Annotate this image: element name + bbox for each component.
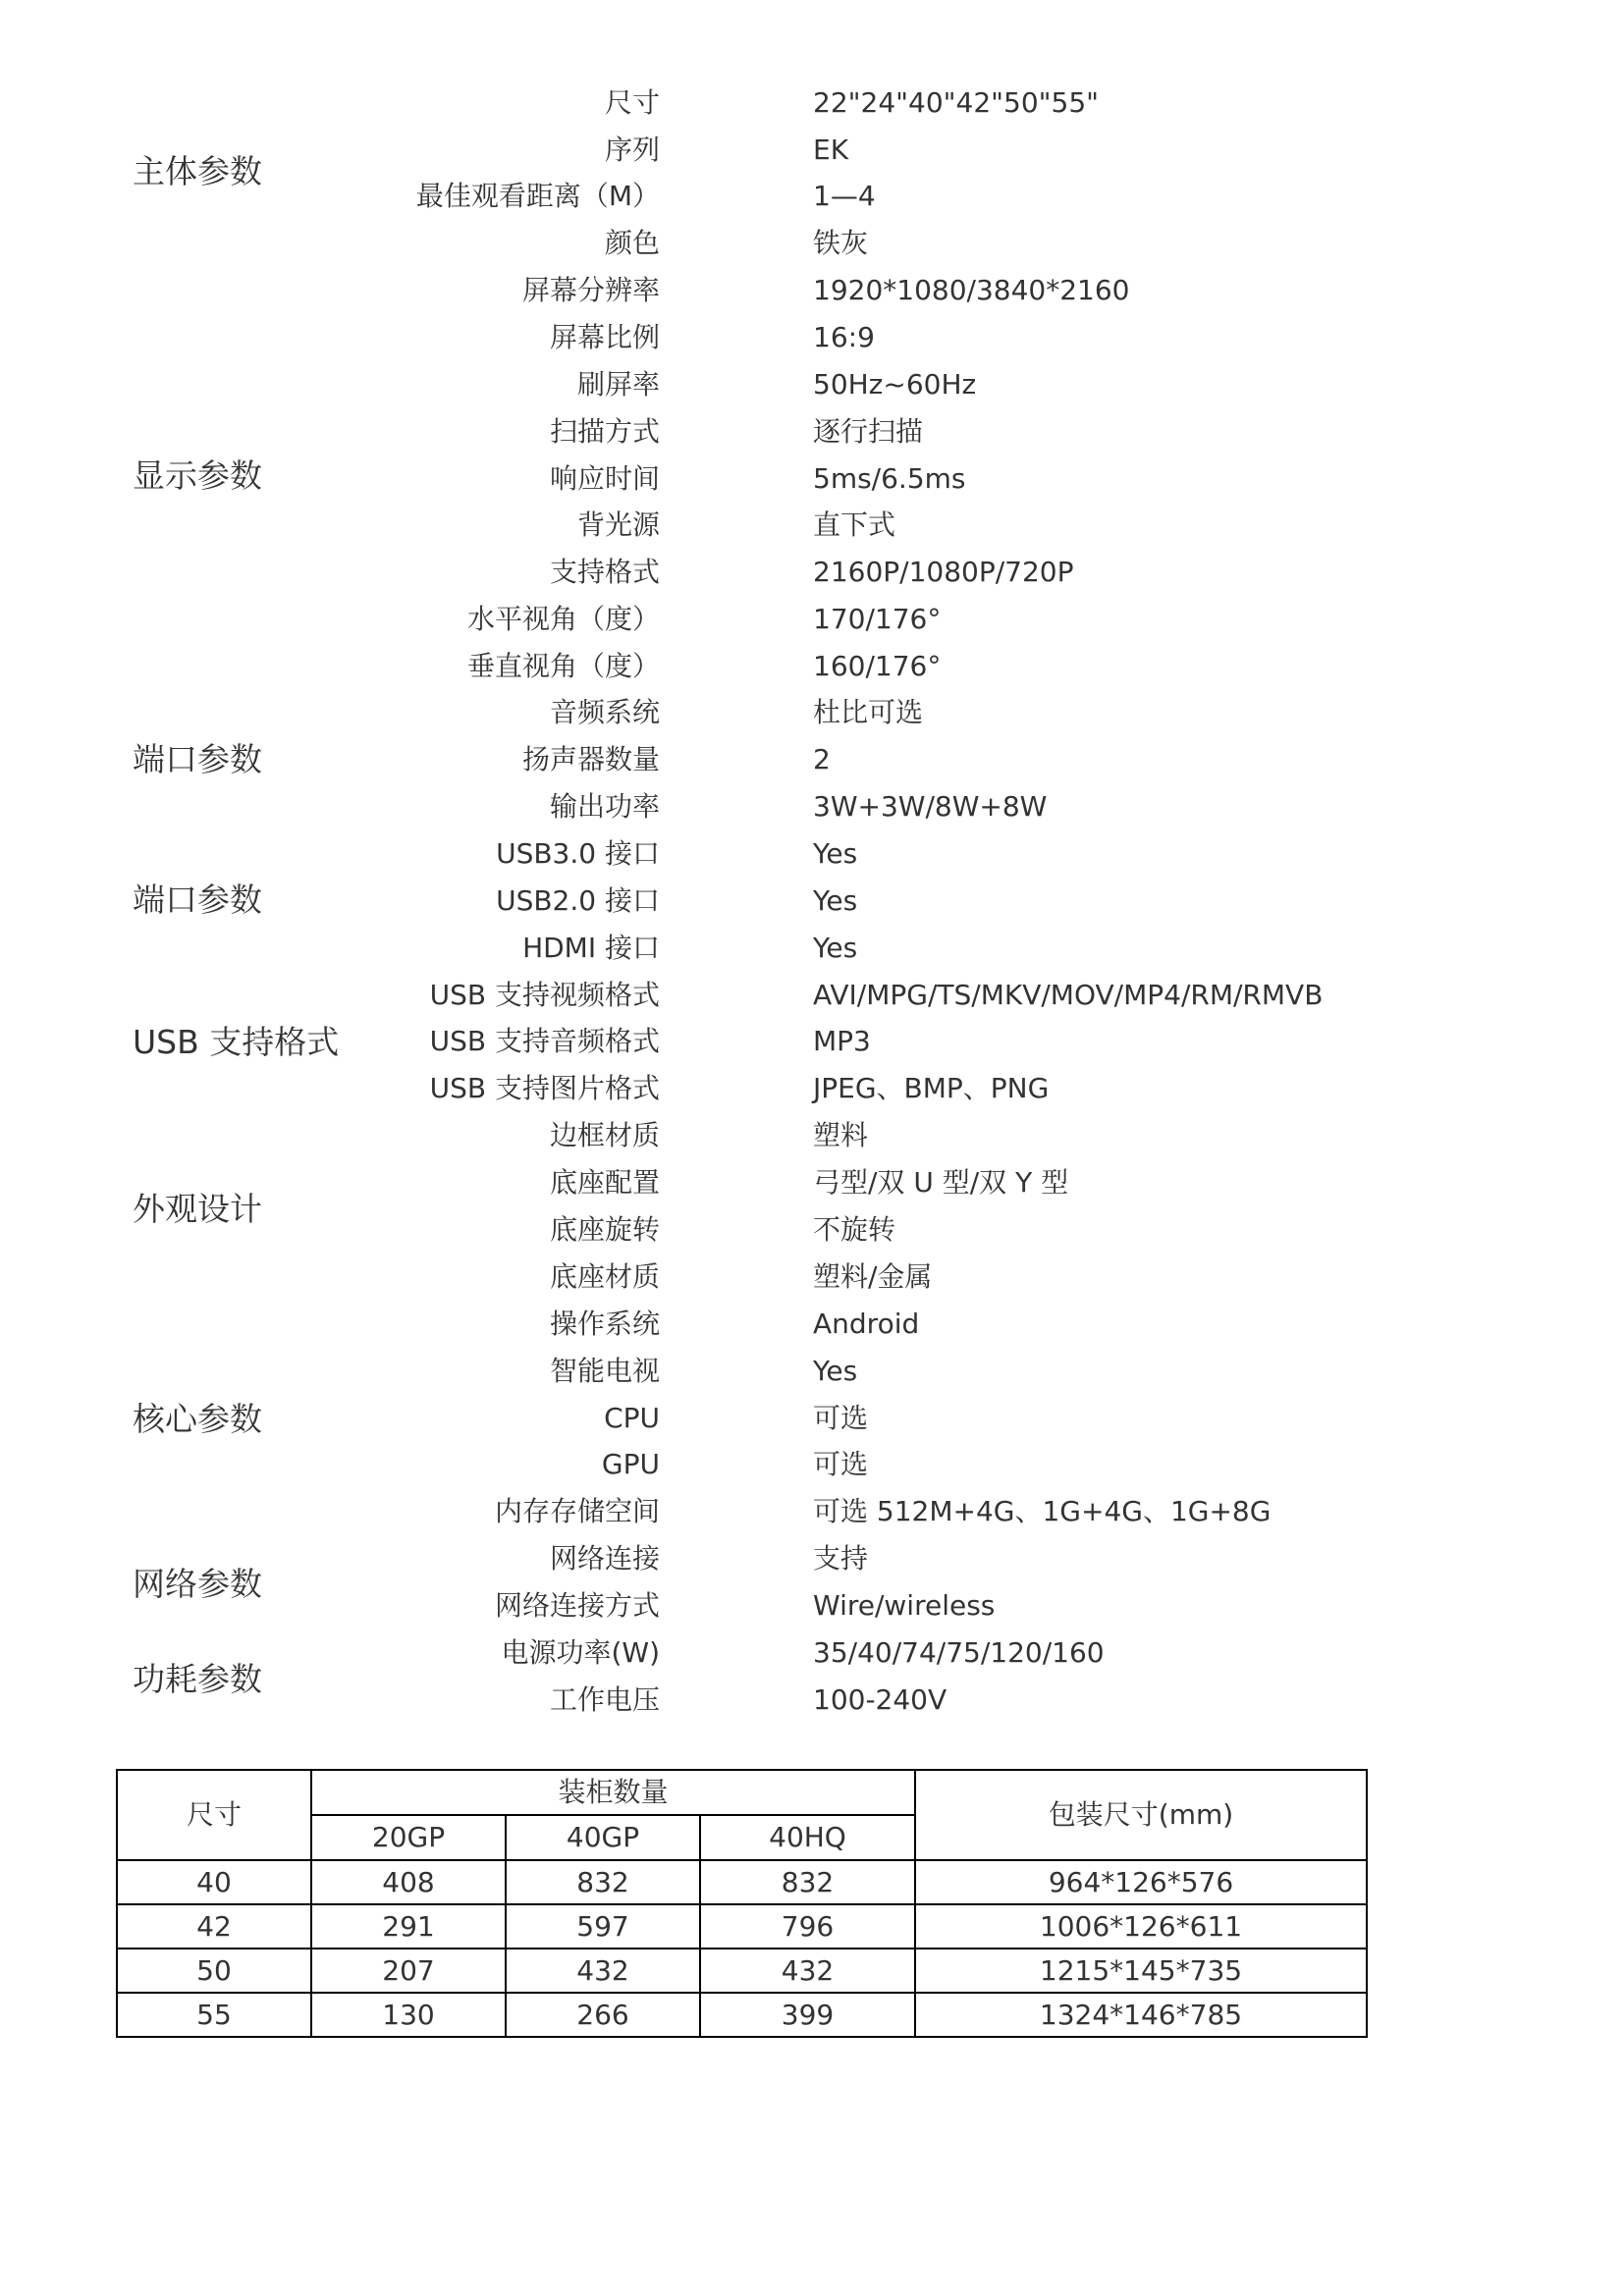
spec-label: GPU [601,1448,660,1480]
spec-row-output-power [0,785,1624,828]
group-label-port: 端口参数 [133,881,262,919]
spec-value: 3W+3W/8W+8W [813,790,1048,823]
spec-value: Android [813,1308,920,1340]
group-label-network: 网络参数 [133,1565,262,1603]
spec-row-usb-image [0,1067,1624,1110]
package-size-header: 包装尺寸(mm) [915,1770,1367,1860]
table-row [117,1949,1367,1993]
spec-value: Yes [813,932,858,964]
spec-value: 1—4 [813,180,876,212]
spec-value: 不旋转 [813,1213,896,1246]
spec-value: MP3 [813,1025,871,1057]
spec-label: 底座旋转 [549,1213,660,1246]
spec-row-audio-system [0,691,1624,734]
group-label-core: 核心参数 [133,1400,262,1438]
spec-row-network-mode [0,1584,1624,1628]
spec-row-os [0,1303,1624,1346]
spec-value: 塑料 [813,1119,869,1151]
spec-row-color [0,222,1624,265]
spec-row-hdmi [0,927,1624,970]
spec-row-resolution [0,269,1624,312]
spec-row-cpu [0,1397,1624,1440]
spec-value: 5ms/6.5ms [813,462,966,495]
spec-label: 背光源 [576,508,660,541]
spec-label: 电源功率(W) [501,1636,660,1669]
spec-value: Yes [813,1355,858,1387]
spec-row-usb-video [0,974,1624,1017]
spec-row-speaker-count [0,738,1624,781]
spec-value: Wire/wireless [813,1589,996,1622]
spec-value: 2160P/1080P/720P [813,556,1074,588]
spec-label: 支持格式 [549,556,660,588]
spec-value: 2 [813,743,831,775]
spec-row-horizontal-angle [0,598,1624,641]
spec-label: 内存存储空间 [494,1495,660,1527]
spec-label: 刷屏率 [576,368,660,400]
spec-value: 塑料/金属 [813,1260,933,1293]
spec-value: Yes [813,837,858,870]
spec-row-vertical-angle [0,645,1624,688]
spec-label: 边框材质 [549,1119,660,1151]
table-cell: 964*126*576 [915,1860,1367,1904]
table-cell: 50 [117,1949,311,1993]
spec-row-supported-format [0,551,1624,594]
spec-row-aspect-ratio [0,316,1624,359]
spec-label: 工作电压 [549,1683,660,1716]
spec-row-voltage [0,1679,1624,1722]
spec-label: 屏幕分辨率 [521,274,660,306]
spec-row-refresh-rate [0,363,1624,406]
spec-value: AVI/MPG/TS/MKV/MOV/MP4/RM/RMVB [813,979,1324,1011]
spec-row-stand-rotation [0,1208,1624,1252]
spec-label: 输出功率 [549,790,660,823]
spec-row-memory [0,1490,1624,1533]
spec-row-usb2 [0,880,1624,923]
group-label-port-audio: 端口参数 [133,740,262,778]
table-cell: 1215*145*735 [915,1949,1367,1993]
group-label-appearance: 外观设计 [133,1190,262,1228]
spec-label: 水平视角（度） [466,603,660,635]
table-header-row [117,1770,1367,1815]
spec-label: 网络连接 [549,1542,660,1575]
spec-row-network [0,1537,1624,1580]
spec-value: 1920*1080/3840*2160 [813,274,1130,306]
spec-value: 支持 [813,1542,869,1575]
spec-label: USB 支持音频格式 [429,1025,660,1057]
table-cell: 399 [700,1993,915,2037]
spec-row-usb3 [0,832,1624,876]
spec-label: 颜色 [604,227,660,259]
spec-value: 35/40/74/75/120/160 [813,1636,1105,1669]
spec-label: 响应时间 [549,462,660,495]
table-row [117,1993,1367,2037]
container-col-40hq: 40HQ [700,1815,915,1860]
spec-value: 可选 [813,1402,869,1434]
spec-label: 底座材质 [549,1260,660,1293]
spec-label: USB 支持视频格式 [429,979,660,1011]
spec-label: CPU [604,1402,660,1434]
spec-row-frame-material [0,1114,1624,1157]
table-row [117,1904,1367,1949]
table-cell: 597 [506,1904,700,1949]
size-header: 尺寸 [117,1770,311,1860]
spec-row-viewing-distance [0,175,1624,218]
spec-label: HDMI 接口 [522,932,660,964]
spec-value: 直下式 [813,508,896,541]
spec-value: 铁灰 [813,227,869,259]
spec-value: 50Hz~60Hz [813,368,977,400]
container-col-40gp: 40GP [506,1815,700,1860]
spec-value: JPEG、BMP、PNG [813,1072,1050,1104]
spec-row-smart-tv [0,1350,1624,1393]
spec-value: 弓型/双 U 型/双 Y 型 [813,1166,1069,1199]
table-cell: 42 [117,1904,311,1949]
spec-row-stand-config [0,1161,1624,1204]
container-col-20gp: 20GP [311,1815,506,1860]
spec-value: 160/176° [813,650,942,682]
table-cell: 432 [700,1949,915,1993]
spec-label: 尺寸 [604,86,660,119]
spec-value: 170/176° [813,603,942,635]
spec-label: 扫描方式 [549,415,660,448]
container-header: 装柜数量 [311,1770,915,1815]
table-row [117,1860,1367,1904]
table-cell: 432 [506,1949,700,1993]
spec-value: EK [813,133,849,166]
spec-label: 垂直视角（度） [466,650,660,682]
table-cell: 832 [506,1860,700,1904]
spec-value: 可选 [813,1448,869,1480]
spec-row-scan-mode [0,410,1624,454]
spec-value: 22"24"40"42"50"55" [813,86,1100,119]
spec-label: 音频系统 [549,696,660,728]
spec-label: 智能电视 [549,1355,660,1387]
spec-label: 网络连接方式 [494,1589,660,1622]
spec-label: 屏幕比例 [549,321,660,353]
spec-label: 最佳观看距离（M） [415,180,660,212]
table-cell: 1006*126*611 [915,1904,1367,1949]
table-cell: 207 [311,1949,506,1993]
spec-value: 杜比可选 [813,696,924,728]
spec-label: USB2.0 接口 [496,884,660,917]
table-cell: 1324*146*785 [915,1993,1367,2037]
table-cell: 796 [700,1904,915,1949]
table-cell: 40 [117,1860,311,1904]
group-label-main: 主体参数 [133,152,262,190]
group-label-usb-format: USB 支持格式 [133,1023,340,1061]
table-cell: 55 [117,1993,311,2037]
spec-row-backlight [0,504,1624,547]
spec-row-response-time [0,457,1624,501]
group-label-display: 显示参数 [133,456,262,495]
spec-value: 逐行扫描 [813,415,924,448]
table-cell: 832 [700,1860,915,1904]
spec-label: 序列 [604,133,660,166]
spec-label: 扬声器数量 [521,743,660,775]
spec-label: USB 支持图片格式 [429,1072,660,1104]
spec-row-series [0,129,1624,172]
spec-label: 底座配置 [549,1166,660,1199]
spec-value: 16:9 [813,321,875,353]
table-cell: 266 [506,1993,700,2037]
table-cell: 130 [311,1993,506,2037]
spec-row-power-w [0,1631,1624,1675]
spec-row-stand-material [0,1255,1624,1299]
spec-value: Yes [813,884,858,917]
group-label-power: 功耗参数 [133,1660,262,1698]
spec-row-size [0,81,1624,125]
table-cell: 408 [311,1860,506,1904]
packing-table [116,1769,1368,2038]
spec-value: 可选 512M+4G、1G+4G、1G+8G [813,1495,1272,1527]
spec-label: USB3.0 接口 [496,837,660,870]
spec-label: 操作系统 [549,1308,660,1340]
spec-value: 100-240V [813,1683,947,1716]
table-cell: 291 [311,1904,506,1949]
spec-row-usb-audio [0,1020,1624,1063]
spec-row-gpu [0,1443,1624,1486]
